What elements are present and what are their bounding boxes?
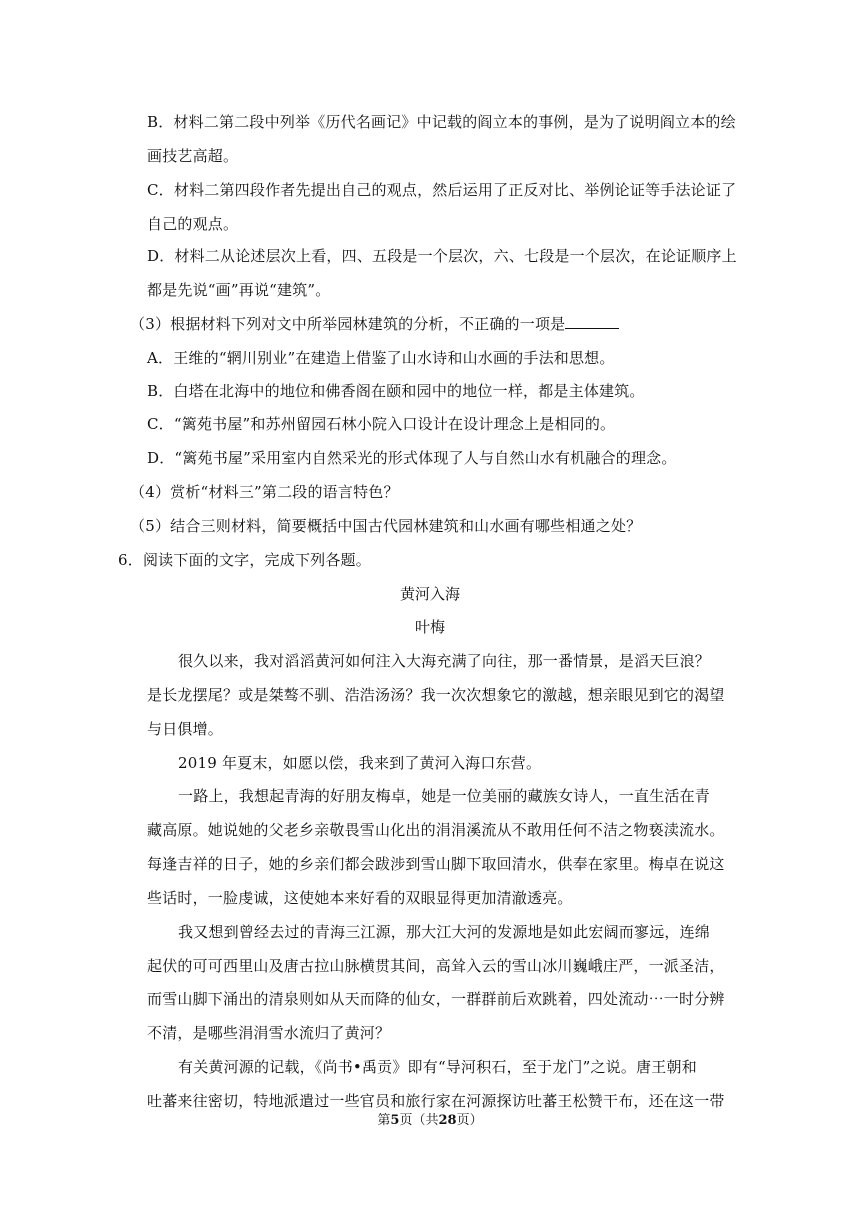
footer-suffix: 页） (456, 1113, 483, 1128)
article-line: 藏高原。她说她的父老乡亲敬畏雪山化出的涓涓溪流从不敢用任何不洁之物亵渎流水。 (147, 821, 725, 839)
q3-option-b: B．白塔在北海中的地位和佛香阁在颐和园中的地位一样，都是主体建筑。 (147, 382, 645, 400)
page-footer (0, 1112, 860, 1130)
article-line: 有关黄河源的记载，《尚书•禹贡》即有“导河积石，至于龙门”之说。唐王朝和 (178, 1058, 697, 1076)
article-line: 很久以来，我对滔滔黄河如何注入大海充满了向往，那一番情景，是滔天巨浪？ (178, 652, 711, 670)
article-line: 些话时，一脸虔诚，这使她本来好看的双眼显得更加清澈透亮。 (147, 889, 573, 907)
q3-option-d: D．“篱苑书屋”采用室内自然采光的形式体现了人与自然山水有机融合的理念。 (147, 449, 677, 467)
article-line: 与日俱增。 (147, 720, 224, 738)
question-5: （5）结合三则材料，简要概括中国古代园林建筑和山水画有哪些相通之处？ (130, 517, 642, 535)
article-line: 而雪山脚下涌出的清泉则如从天而降的仙女，一群群前后欢跳着，四处流动⋯一时分辨 (147, 990, 725, 1008)
article-line: 每逢吉祥的日子，她的乡亲们都会跋涉到雪山脚下取回清水，供奉在家里。梅卓在说这 (147, 855, 725, 873)
q3-option-a: A．王维的“辋川别业”在建造上借鉴了山水诗和山水画的手法和思想。 (147, 349, 615, 367)
article-title: 黄河入海 (399, 585, 460, 603)
option-d-line-2: 都是先说“画”再说“建筑”。 (147, 281, 331, 299)
article-line: 是长龙摆尾？或是桀骜不驯、浩浩汤汤？我一次次想象它的激越，想亲眼见到它的渴望 (147, 686, 725, 704)
article-line: 2019 年夏末，如愿以偿，我来到了黄河入海口东营。 (178, 754, 542, 772)
article-line: 我又想到曾经去过的青海三江源，那大江大河的发源地是如此宏阔而寥远，连绵 (178, 923, 711, 941)
question-3-text: （3）根据材料下列对文中所举园林建筑的分析，不正确的一项是 (130, 315, 566, 333)
answer-blank (565, 314, 619, 329)
option-c-line-1: C．材料二第四段作者先提出自己的观点，然后运用了正反对比、举例论证等手法论证了 (147, 181, 737, 199)
article-line: 起伏的可可西里山及唐古拉山脉横贯其间，高耸入云的雪山冰川巍峨庄严，一派圣洁， (147, 957, 725, 975)
option-d-line-1: D．材料二从论述层次上看，四、五段是一个层次，六、七段是一个层次，在论证顺序上 (147, 247, 737, 265)
article-line: 不清，是哪些涓涓雪水流归了黄河？ (147, 1024, 391, 1042)
footer-page-number: 5 (390, 1113, 400, 1128)
question-6-heading: 6．阅读下面的文字，完成下列各题。 (118, 551, 371, 569)
article-line: 一路上，我想起青海的好朋友梅卓，她是一位美丽的藏族女诗人，一直生活在青 (178, 787, 711, 805)
option-b-line-1: B．材料二第二段中列举《历代名画记》中记载的阎立本的事例，是为了说明阎立本的绘 (147, 113, 736, 131)
option-b-line-2: 画技艺高超。 (147, 147, 239, 165)
footer-mid: 页（共 (399, 1113, 439, 1128)
footer-prefix: 第 (377, 1113, 391, 1128)
question-3 (130, 314, 619, 334)
question-4: （4）赏析“材料三”第二段的语言特色？ (130, 483, 399, 501)
article-line: 吐蕃来往密切，特地派遣过一些官员和旅行家在河源探访吐蕃王松赞干布，还在这一带 (147, 1092, 725, 1110)
article-author: 叶梅 (414, 618, 445, 636)
q3-option-c: C．“篱苑书屋”和苏州留园石林小院入口设计在设计理念上是相同的。 (147, 415, 616, 433)
footer-total-pages: 28 (438, 1113, 457, 1128)
option-c-line-2: 自己的观点。 (147, 215, 239, 233)
